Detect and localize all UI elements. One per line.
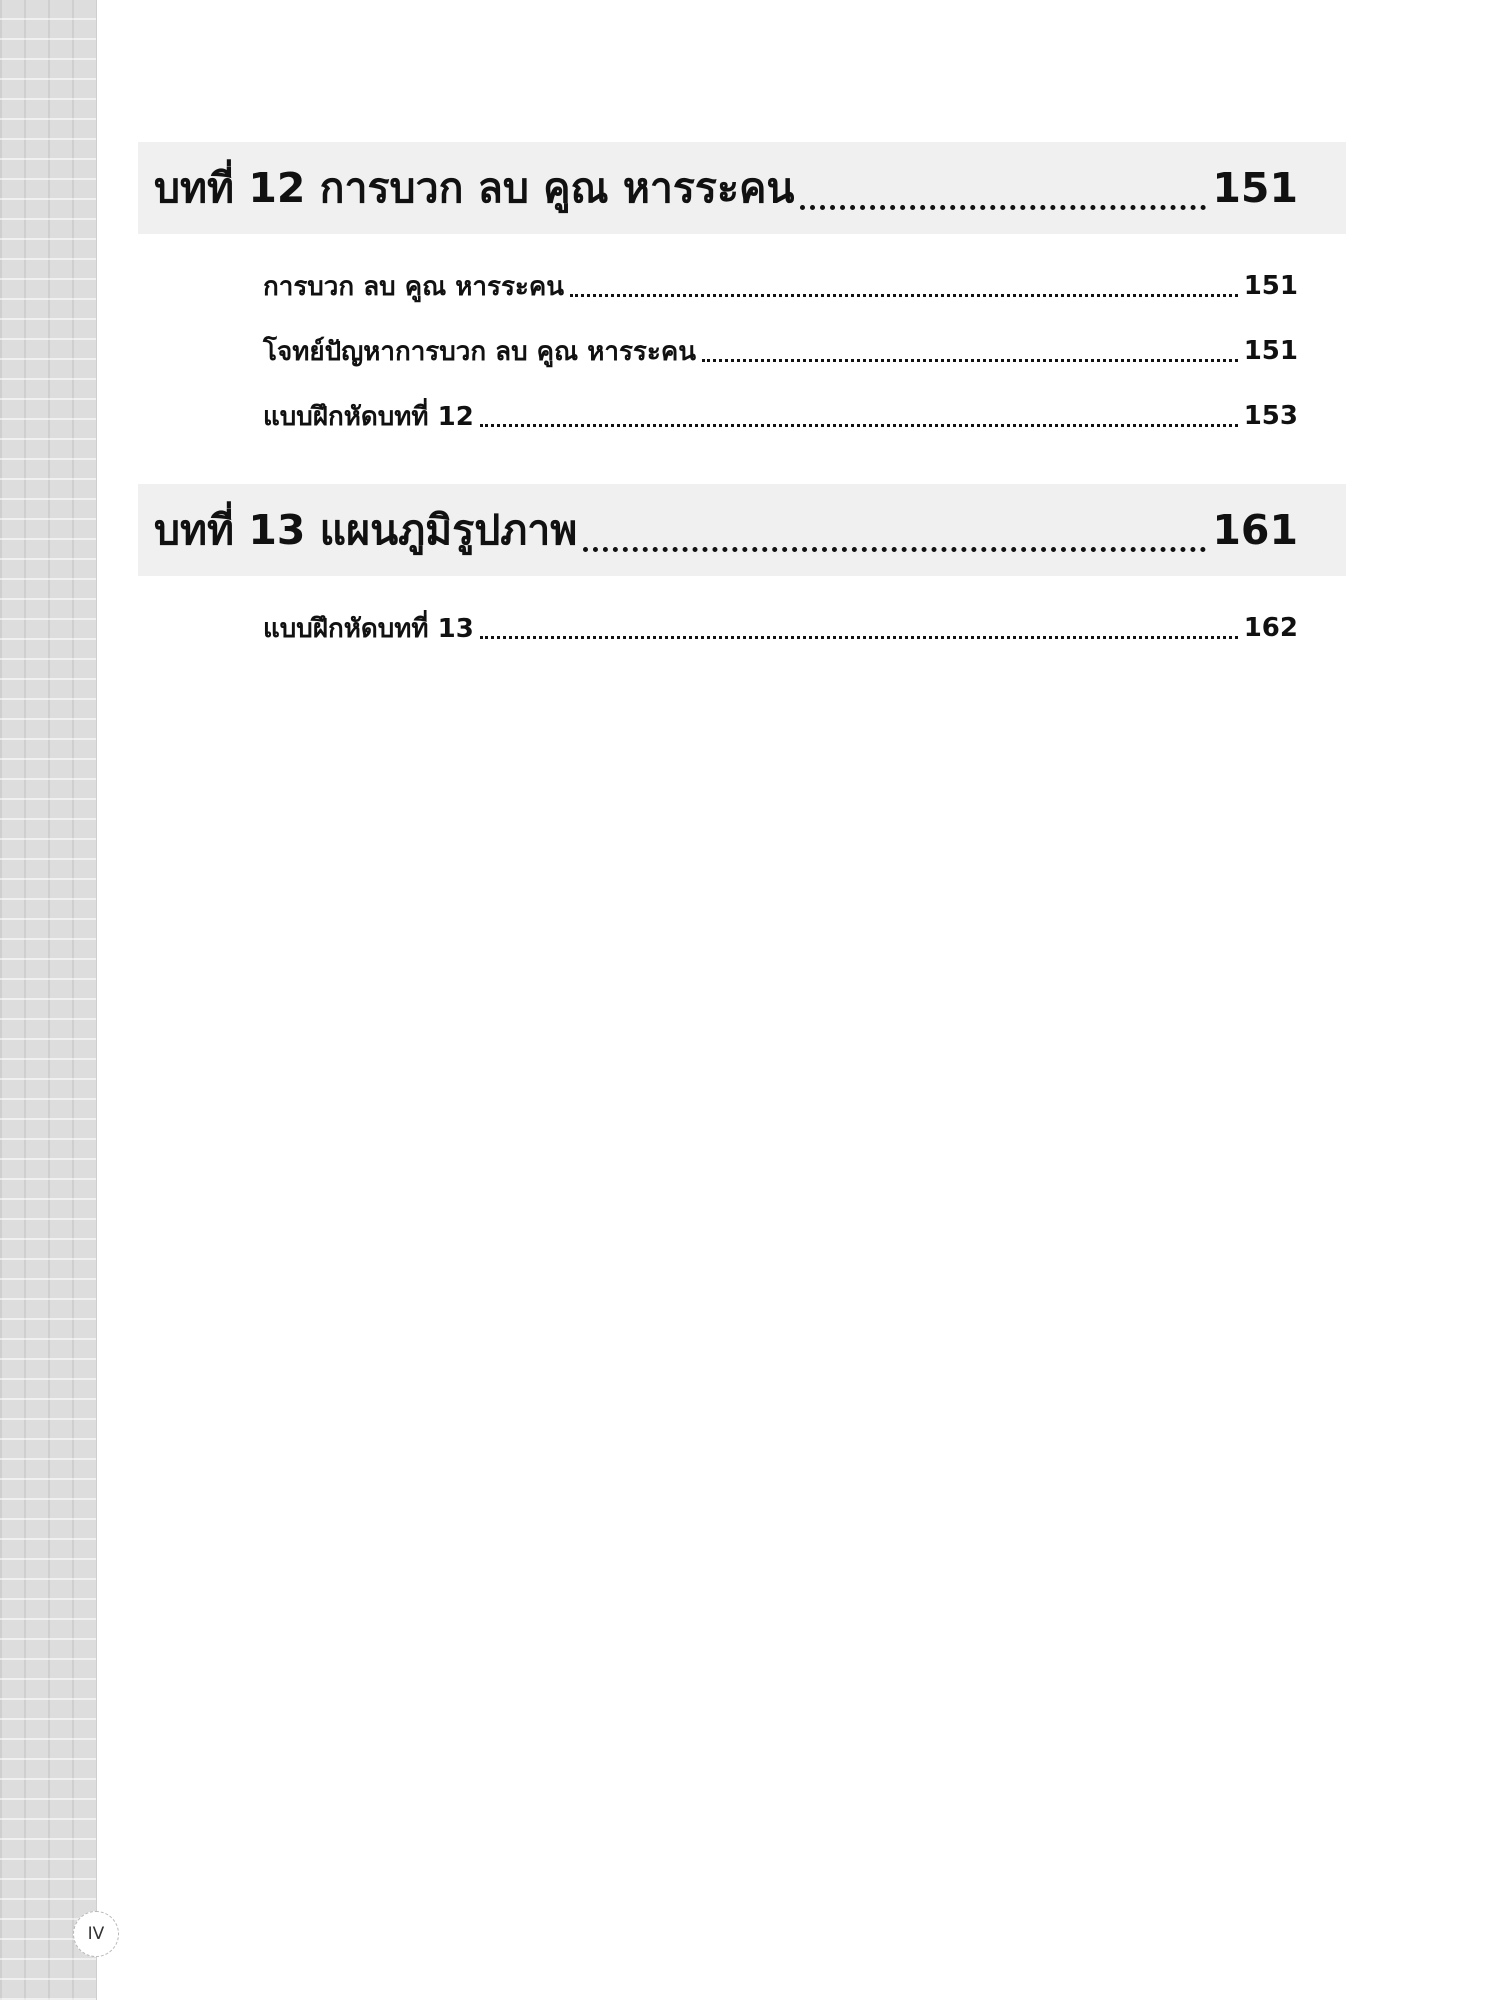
- section-title: โจทย์ปัญหาการบวก ลบ คูณ หารระคน: [263, 336, 697, 367]
- toc-section-entry[interactable]: [263, 608, 1298, 648]
- section-title: แบบฝึกหัดบทที่ 12: [263, 401, 474, 432]
- chapter-title: บทที่ 13 แผนภูมิรูปภาพ: [154, 505, 578, 554]
- chapter-page-number: 161: [1212, 506, 1298, 554]
- section-title: การบวก ลบ คูณ หารระคน: [263, 271, 565, 302]
- page-number-badge: [73, 1911, 119, 1957]
- toc-chapter-13[interactable]: [138, 484, 1346, 576]
- section-page-number: 151: [1243, 271, 1298, 301]
- section-page-number: 153: [1243, 401, 1298, 431]
- dot-leader: [702, 359, 1238, 362]
- page-number-label: IV: [87, 1924, 105, 1944]
- toc-chapter-12[interactable]: [138, 142, 1346, 234]
- dot-leader: [800, 205, 1206, 210]
- section-page-number: 162: [1243, 613, 1298, 643]
- chapter-title: บทที่ 12 การบวก ลบ คูณ หารระคน: [154, 163, 795, 212]
- toc-section-entry[interactable]: [263, 266, 1298, 306]
- decorative-side-strip: [0, 0, 97, 2000]
- dot-leader: [480, 424, 1238, 427]
- toc-section-entry[interactable]: [263, 331, 1298, 371]
- dot-leader: [583, 547, 1206, 552]
- toc-section-entry[interactable]: [263, 396, 1298, 436]
- dot-leader: [480, 636, 1238, 639]
- dot-leader: [570, 294, 1238, 297]
- section-title: แบบฝึกหัดบทที่ 13: [263, 613, 474, 644]
- chapter-page-number: 151: [1212, 164, 1298, 212]
- section-page-number: 151: [1243, 336, 1298, 366]
